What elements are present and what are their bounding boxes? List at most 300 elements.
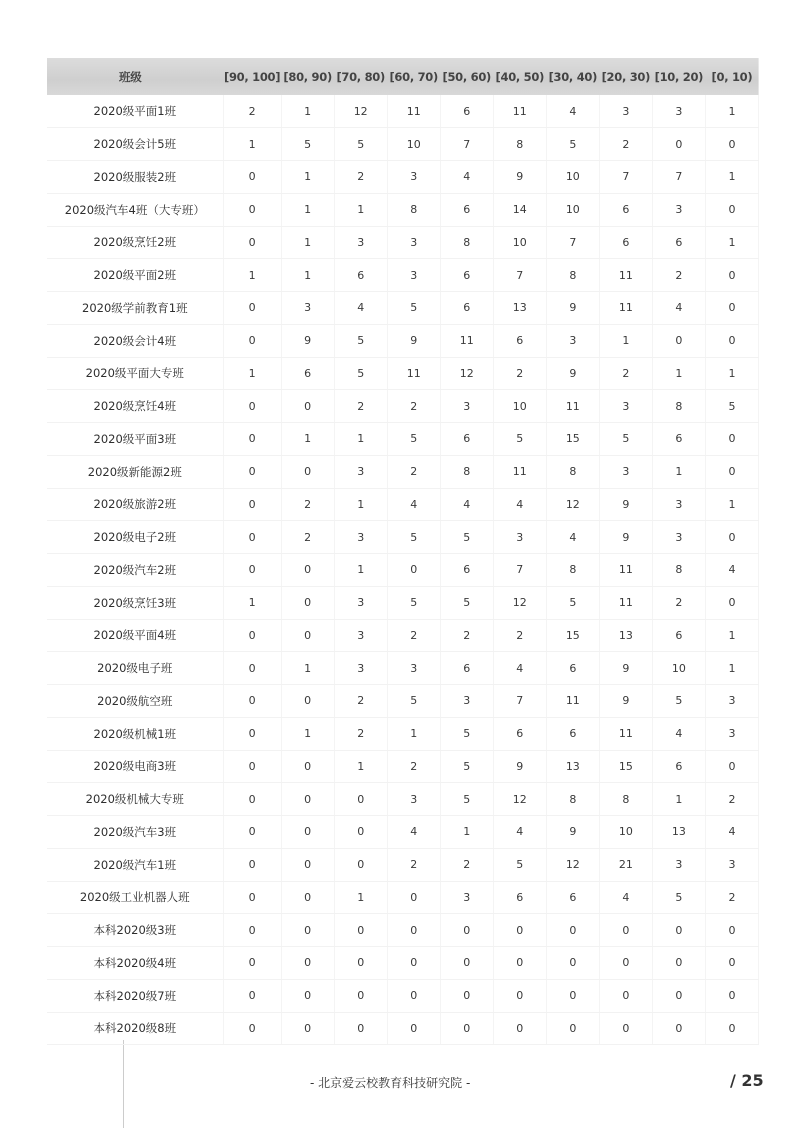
class-name-cell: 2020级汽车3班 [47, 816, 223, 849]
table-row [47, 947, 759, 980]
count-cell: 12 [546, 848, 599, 881]
count-cell: 6 [652, 226, 705, 259]
count-cell: 0 [223, 619, 281, 652]
count-cell: 0 [334, 947, 387, 980]
count-cell: 1 [599, 324, 652, 357]
count-cell: 0 [223, 652, 281, 685]
count-cell: 0 [223, 848, 281, 881]
count-cell: 1 [334, 554, 387, 587]
count-cell: 4 [652, 292, 705, 325]
count-cell: 10 [546, 161, 599, 194]
count-cell: 0 [440, 1012, 493, 1045]
class-name-cell: 2020级平面2班 [47, 259, 223, 292]
count-cell: 0 [223, 193, 281, 226]
table-row [47, 750, 759, 783]
count-cell: 1 [334, 881, 387, 914]
count-cell: 3 [705, 717, 758, 750]
count-cell: 9 [599, 521, 652, 554]
count-cell: 0 [652, 1012, 705, 1045]
count-cell: 0 [652, 979, 705, 1012]
count-cell: 12 [493, 586, 546, 619]
column-header-range: [0, 10) [711, 69, 753, 84]
count-cell: 7 [493, 554, 546, 587]
count-cell: 2 [387, 619, 440, 652]
count-cell: 3 [652, 848, 705, 881]
count-cell: 9 [493, 750, 546, 783]
table-row [47, 816, 759, 849]
count-cell: 0 [440, 914, 493, 947]
count-cell: 0 [223, 685, 281, 718]
count-cell: 1 [334, 423, 387, 456]
count-cell: 3 [705, 848, 758, 881]
count-cell: 0 [705, 1012, 758, 1045]
table-row [47, 881, 759, 914]
count-cell: 5 [546, 586, 599, 619]
count-cell: 0 [387, 979, 440, 1012]
count-cell: 4 [440, 161, 493, 194]
count-cell: 0 [223, 881, 281, 914]
count-cell: 3 [387, 783, 440, 816]
table-row [47, 423, 759, 456]
table-row [47, 717, 759, 750]
count-cell: 3 [387, 652, 440, 685]
class-name-cell: 2020级电子2班 [47, 521, 223, 554]
table-row [47, 128, 759, 161]
table-row [47, 685, 759, 718]
count-cell: 11 [599, 554, 652, 587]
count-cell: 0 [334, 979, 387, 1012]
count-cell: 6 [440, 95, 493, 128]
count-cell: 4 [387, 488, 440, 521]
count-cell: 2 [493, 619, 546, 652]
count-cell: 7 [440, 128, 493, 161]
count-cell: 2 [493, 357, 546, 390]
count-cell: 1 [223, 128, 281, 161]
count-cell: 10 [546, 193, 599, 226]
count-cell: 3 [334, 586, 387, 619]
count-cell: 1 [705, 226, 758, 259]
count-cell: 0 [223, 161, 281, 194]
table-body [47, 95, 759, 1045]
count-cell: 0 [599, 914, 652, 947]
count-cell: 0 [440, 947, 493, 980]
count-cell: 0 [705, 128, 758, 161]
class-name-cell: 2020级烹饪3班 [47, 586, 223, 619]
table-row [47, 1012, 759, 1045]
table-row [47, 848, 759, 881]
count-cell: 6 [493, 717, 546, 750]
count-cell: 0 [705, 947, 758, 980]
count-cell: 5 [652, 685, 705, 718]
count-cell: 0 [705, 324, 758, 357]
count-cell: 0 [223, 390, 281, 423]
count-cell: 15 [546, 619, 599, 652]
count-cell: 13 [493, 292, 546, 325]
count-cell: 0 [546, 914, 599, 947]
count-cell: 0 [223, 816, 281, 849]
table-row [47, 357, 759, 390]
table-row [47, 193, 759, 226]
count-cell: 1 [387, 717, 440, 750]
count-cell: 3 [599, 390, 652, 423]
count-cell: 0 [705, 586, 758, 619]
count-cell: 0 [281, 947, 334, 980]
column-header-range: [70, 80) [336, 69, 385, 84]
count-cell: 2 [599, 357, 652, 390]
table-row [47, 619, 759, 652]
count-cell: 0 [334, 1012, 387, 1045]
count-cell: 4 [705, 554, 758, 587]
count-cell: 1 [705, 161, 758, 194]
class-name-cell: 2020级汽车4班（大专班） [47, 193, 223, 226]
count-cell: 11 [546, 390, 599, 423]
count-cell: 0 [281, 848, 334, 881]
count-cell: 5 [440, 783, 493, 816]
count-cell: 12 [493, 783, 546, 816]
count-cell: 9 [281, 324, 334, 357]
class-name-cell: 2020级电商3班 [47, 750, 223, 783]
count-cell: 2 [440, 619, 493, 652]
count-cell: 0 [493, 1012, 546, 1045]
count-cell: 0 [281, 619, 334, 652]
count-cell: 5 [493, 848, 546, 881]
count-cell: 1 [281, 161, 334, 194]
count-cell: 1 [652, 357, 705, 390]
count-cell: 6 [546, 652, 599, 685]
table-row [47, 783, 759, 816]
count-cell: 1 [652, 783, 705, 816]
count-cell: 4 [387, 816, 440, 849]
count-cell: 0 [223, 488, 281, 521]
header-row [47, 58, 759, 95]
count-cell: 0 [223, 1012, 281, 1045]
table-row [47, 554, 759, 587]
count-cell: 9 [546, 357, 599, 390]
count-cell: 5 [652, 881, 705, 914]
table-row [47, 586, 759, 619]
class-name-cell: 本科2020级7班 [47, 979, 223, 1012]
count-cell: 0 [652, 324, 705, 357]
count-cell: 0 [599, 947, 652, 980]
count-cell: 0 [493, 914, 546, 947]
count-cell: 4 [334, 292, 387, 325]
count-cell: 3 [652, 193, 705, 226]
count-cell: 3 [440, 881, 493, 914]
count-cell: 13 [599, 619, 652, 652]
count-cell: 0 [334, 783, 387, 816]
count-cell: 3 [334, 652, 387, 685]
count-cell: 5 [281, 128, 334, 161]
count-cell: 5 [440, 750, 493, 783]
count-cell: 3 [334, 455, 387, 488]
count-cell: 10 [652, 652, 705, 685]
count-cell: 3 [493, 521, 546, 554]
column-header-range: [80, 90) [283, 69, 332, 84]
count-cell: 3 [440, 685, 493, 718]
table-row [47, 226, 759, 259]
count-cell: 7 [599, 161, 652, 194]
count-cell: 4 [705, 816, 758, 849]
table-row [47, 521, 759, 554]
count-cell: 2 [387, 750, 440, 783]
count-cell: 5 [387, 292, 440, 325]
count-cell: 5 [387, 685, 440, 718]
table-row [47, 914, 759, 947]
count-cell: 5 [440, 717, 493, 750]
count-cell: 0 [705, 423, 758, 456]
count-cell: 6 [440, 652, 493, 685]
count-cell: 0 [281, 881, 334, 914]
count-cell: 5 [334, 357, 387, 390]
count-cell: 2 [334, 161, 387, 194]
count-cell: 7 [493, 685, 546, 718]
count-cell: 1 [334, 750, 387, 783]
count-cell: 0 [599, 979, 652, 1012]
scan-edge-line [123, 1040, 124, 1128]
table-row [47, 161, 759, 194]
count-cell: 1 [281, 259, 334, 292]
count-cell: 11 [546, 685, 599, 718]
count-cell: 0 [223, 292, 281, 325]
count-cell: 2 [705, 783, 758, 816]
count-cell: 11 [599, 259, 652, 292]
count-cell: 1 [281, 423, 334, 456]
table-row [47, 488, 759, 521]
count-cell: 0 [223, 324, 281, 357]
count-cell: 6 [440, 259, 493, 292]
class-name-cell: 2020级机械1班 [47, 717, 223, 750]
column-header-range: [10, 20) [654, 69, 704, 84]
count-cell: 0 [223, 947, 281, 980]
count-cell: 11 [387, 357, 440, 390]
count-cell: 4 [652, 717, 705, 750]
count-cell: 10 [599, 816, 652, 849]
count-cell: 9 [387, 324, 440, 357]
count-cell: 0 [705, 292, 758, 325]
count-cell: 0 [223, 750, 281, 783]
count-cell: 8 [493, 128, 546, 161]
count-cell: 11 [599, 586, 652, 619]
class-name-cell: 本科2020级3班 [47, 914, 223, 947]
count-cell: 2 [281, 488, 334, 521]
count-cell: 0 [705, 979, 758, 1012]
count-cell: 0 [546, 947, 599, 980]
table-header [47, 58, 759, 95]
count-cell: 0 [334, 914, 387, 947]
count-cell: 1 [281, 717, 334, 750]
count-cell: 2 [705, 881, 758, 914]
count-cell: 0 [223, 455, 281, 488]
count-cell: 1 [334, 193, 387, 226]
count-cell: 0 [281, 979, 334, 1012]
count-cell: 6 [334, 259, 387, 292]
count-cell: 0 [493, 947, 546, 980]
count-cell: 0 [705, 455, 758, 488]
column-header-range: [90, 100] [224, 69, 281, 84]
class-name-cell: 2020级服装2班 [47, 161, 223, 194]
count-cell: 5 [599, 423, 652, 456]
count-cell: 14 [493, 193, 546, 226]
class-name-cell: 2020级工业机器人班 [47, 881, 223, 914]
count-cell: 5 [387, 521, 440, 554]
count-cell: 3 [334, 521, 387, 554]
count-cell: 7 [652, 161, 705, 194]
count-cell: 0 [223, 554, 281, 587]
count-cell: 0 [334, 816, 387, 849]
count-cell: 6 [440, 292, 493, 325]
count-cell: 11 [440, 324, 493, 357]
class-name-cell: 2020级会计4班 [47, 324, 223, 357]
class-name-cell: 2020级烹饪4班 [47, 390, 223, 423]
count-cell: 15 [546, 423, 599, 456]
count-cell: 2 [440, 848, 493, 881]
count-cell: 2 [223, 95, 281, 128]
count-cell: 0 [281, 455, 334, 488]
count-cell: 1 [705, 488, 758, 521]
count-cell: 4 [546, 521, 599, 554]
count-cell: 3 [440, 390, 493, 423]
column-header-class: 班级 [119, 69, 142, 84]
count-cell: 5 [546, 128, 599, 161]
count-cell: 3 [652, 488, 705, 521]
column-header-range: [40, 50) [495, 69, 545, 84]
count-cell: 5 [493, 423, 546, 456]
count-cell: 2 [387, 455, 440, 488]
count-cell: 1 [281, 652, 334, 685]
count-cell: 0 [705, 193, 758, 226]
count-cell: 7 [493, 259, 546, 292]
count-cell: 6 [599, 193, 652, 226]
class-name-cell: 2020级航空班 [47, 685, 223, 718]
count-cell: 4 [599, 881, 652, 914]
count-cell: 0 [387, 554, 440, 587]
count-cell: 12 [334, 95, 387, 128]
count-cell: 0 [599, 1012, 652, 1045]
count-cell: 0 [281, 685, 334, 718]
count-cell: 5 [705, 390, 758, 423]
count-cell: 0 [281, 1012, 334, 1045]
count-cell: 8 [440, 226, 493, 259]
count-cell: 2 [652, 259, 705, 292]
count-cell: 0 [705, 259, 758, 292]
count-cell: 8 [652, 390, 705, 423]
count-cell: 6 [546, 717, 599, 750]
count-cell: 0 [334, 848, 387, 881]
count-cell: 9 [493, 161, 546, 194]
count-cell: 0 [223, 423, 281, 456]
class-name-cell: 本科2020级4班 [47, 947, 223, 980]
count-cell: 3 [652, 521, 705, 554]
table-row [47, 324, 759, 357]
count-cell: 11 [493, 95, 546, 128]
count-cell: 8 [440, 455, 493, 488]
count-cell: 2 [334, 685, 387, 718]
count-cell: 0 [281, 750, 334, 783]
class-name-cell: 2020级电子班 [47, 652, 223, 685]
class-name-cell: 2020级旅游2班 [47, 488, 223, 521]
count-cell: 5 [387, 423, 440, 456]
count-cell: 6 [440, 193, 493, 226]
count-cell: 0 [281, 586, 334, 619]
count-cell: 3 [546, 324, 599, 357]
count-cell: 9 [546, 816, 599, 849]
count-cell: 0 [652, 947, 705, 980]
count-cell: 0 [440, 979, 493, 1012]
count-cell: 0 [223, 521, 281, 554]
class-name-cell: 2020级汽车2班 [47, 554, 223, 587]
count-cell: 2 [387, 848, 440, 881]
count-cell: 2 [387, 390, 440, 423]
count-cell: 12 [440, 357, 493, 390]
count-cell: 1 [281, 95, 334, 128]
table-row [47, 455, 759, 488]
class-name-cell: 本科2020级8班 [47, 1012, 223, 1045]
count-cell: 6 [652, 619, 705, 652]
count-cell: 3 [652, 95, 705, 128]
count-cell: 4 [493, 816, 546, 849]
count-cell: 0 [387, 1012, 440, 1045]
count-cell: 12 [546, 488, 599, 521]
count-cell: 3 [387, 226, 440, 259]
count-cell: 3 [334, 619, 387, 652]
count-cell: 0 [223, 226, 281, 259]
count-cell: 11 [599, 717, 652, 750]
count-cell: 0 [223, 979, 281, 1012]
count-cell: 1 [281, 193, 334, 226]
count-cell: 6 [440, 423, 493, 456]
count-cell: 3 [599, 455, 652, 488]
table-row [47, 979, 759, 1012]
count-cell: 6 [440, 554, 493, 587]
table-row [47, 259, 759, 292]
count-cell: 8 [546, 554, 599, 587]
count-cell: 1 [705, 95, 758, 128]
class-name-cell: 2020级新能源2班 [47, 455, 223, 488]
count-cell: 1 [440, 816, 493, 849]
count-cell: 0 [387, 947, 440, 980]
count-cell: 1 [705, 652, 758, 685]
count-cell: 0 [705, 521, 758, 554]
count-cell: 2 [281, 521, 334, 554]
count-cell: 6 [546, 881, 599, 914]
class-name-cell: 2020级平面4班 [47, 619, 223, 652]
count-cell: 2 [599, 128, 652, 161]
class-name-cell: 2020级会计5班 [47, 128, 223, 161]
count-cell: 9 [599, 488, 652, 521]
count-cell: 9 [546, 292, 599, 325]
table-row [47, 652, 759, 685]
count-cell: 1 [334, 488, 387, 521]
count-cell: 10 [493, 390, 546, 423]
count-cell: 0 [281, 783, 334, 816]
count-cell: 10 [493, 226, 546, 259]
class-name-cell: 2020级平面3班 [47, 423, 223, 456]
count-cell: 5 [387, 586, 440, 619]
column-header-range: [20, 30) [601, 69, 651, 84]
count-cell: 0 [223, 717, 281, 750]
count-cell: 0 [281, 554, 334, 587]
count-cell: 0 [705, 914, 758, 947]
count-cell: 0 [493, 979, 546, 1012]
count-cell: 0 [223, 783, 281, 816]
column-header-range: [30, 40) [548, 69, 598, 84]
class-name-cell: 2020级平面大专班 [47, 357, 223, 390]
column-header-range: [60, 70) [389, 69, 438, 84]
count-cell: 4 [493, 488, 546, 521]
count-cell: 1 [705, 357, 758, 390]
count-cell: 3 [334, 226, 387, 259]
class-name-cell: 2020级机械大专班 [47, 783, 223, 816]
